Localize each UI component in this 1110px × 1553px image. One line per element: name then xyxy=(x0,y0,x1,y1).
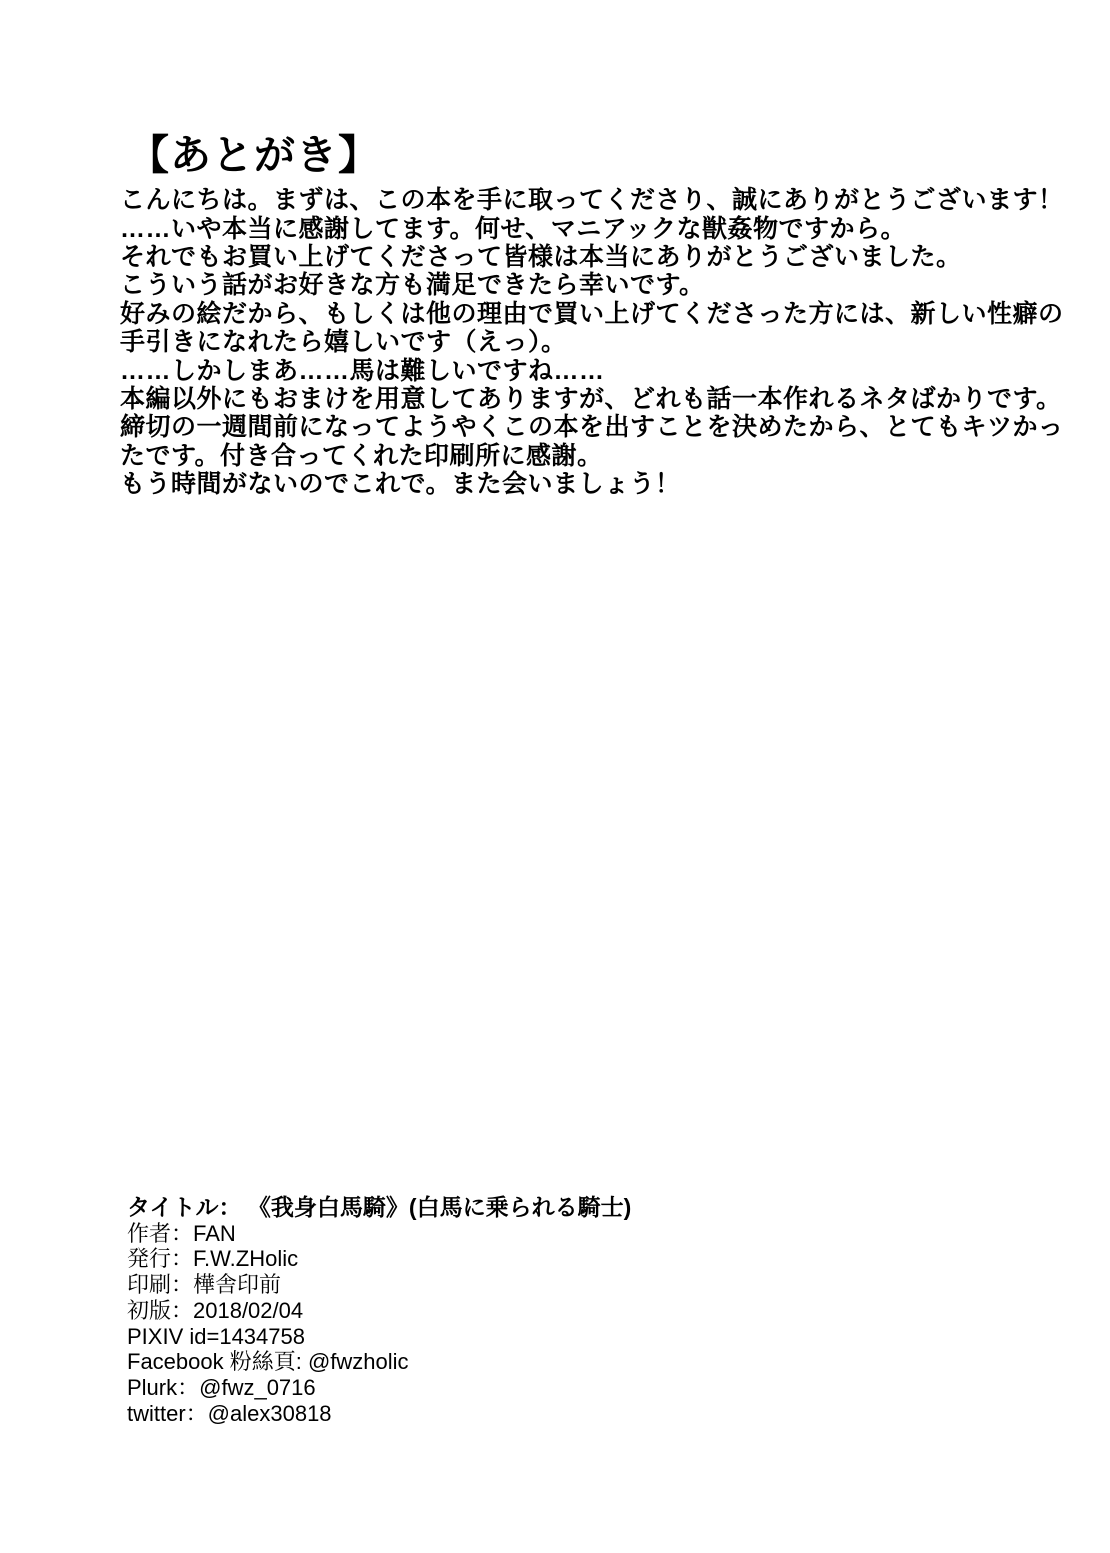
afterword-line: こういう話がお好きな方も満足できたら幸いです。 xyxy=(120,271,705,300)
afterword-line: それでもお買い上げてくださって皆様は本当にありがとうございました。 xyxy=(120,242,962,271)
afterword-line: もう時間がないのでこれで。また会いましょう！ xyxy=(120,470,681,499)
colophon-twitter: twitter：@alex30818 xyxy=(127,1400,332,1426)
colophon-publisher: 発行：F.W.ZHolic xyxy=(127,1246,299,1272)
colophon-printer: 印刷：樺舎印前 xyxy=(127,1272,282,1298)
colophon-title: タイトル： 《我身白馬騎》(白馬に乗られる騎士) xyxy=(127,1194,632,1220)
colophon-facebook: Facebook 粉絲頁: @fwzholic xyxy=(127,1349,409,1375)
afterword-line: 手引きになれたら嬉しいです（えっ）。 xyxy=(120,328,567,357)
afterword-line: たです。付き合ってくれた印刷所に感謝。 xyxy=(120,441,603,470)
afterword-section xyxy=(120,132,1064,499)
colophon-author: 作者：FAN xyxy=(127,1220,236,1246)
afterword-line: 締切の一週間前になってようやくこの本を出すことを決めたから、とてもキツかっ xyxy=(120,413,1064,442)
afterword-line: こんにちは。まずは、この本を手に取ってくださり、誠にありがとうございます！ xyxy=(120,186,1064,215)
afterword-heading: 【あとがき】 xyxy=(128,132,380,178)
afterword-line: 本編以外にもおまけを用意してありますが、どれも話一本作れるネタばかりです。 xyxy=(120,384,1062,413)
colophon-section xyxy=(127,1195,827,1426)
colophon-pixiv-id: PIXIV id=1434758 xyxy=(127,1323,305,1349)
afterword-line: 好みの絵だから、もしくは他の理由で買い上げてくださった方には、新しい性癖の xyxy=(120,299,1064,328)
colophon-first-edition: 初版：2018/02/04 xyxy=(127,1297,304,1323)
colophon-plurk: Plurk：@fwz_0716 xyxy=(127,1374,316,1400)
afterword-line: ……いや本当に感謝してます。何せ、マニアックな獣姦物ですから。 xyxy=(120,214,907,243)
afterword-line: ……しかしまあ……馬は難しいですね…… xyxy=(120,356,605,385)
